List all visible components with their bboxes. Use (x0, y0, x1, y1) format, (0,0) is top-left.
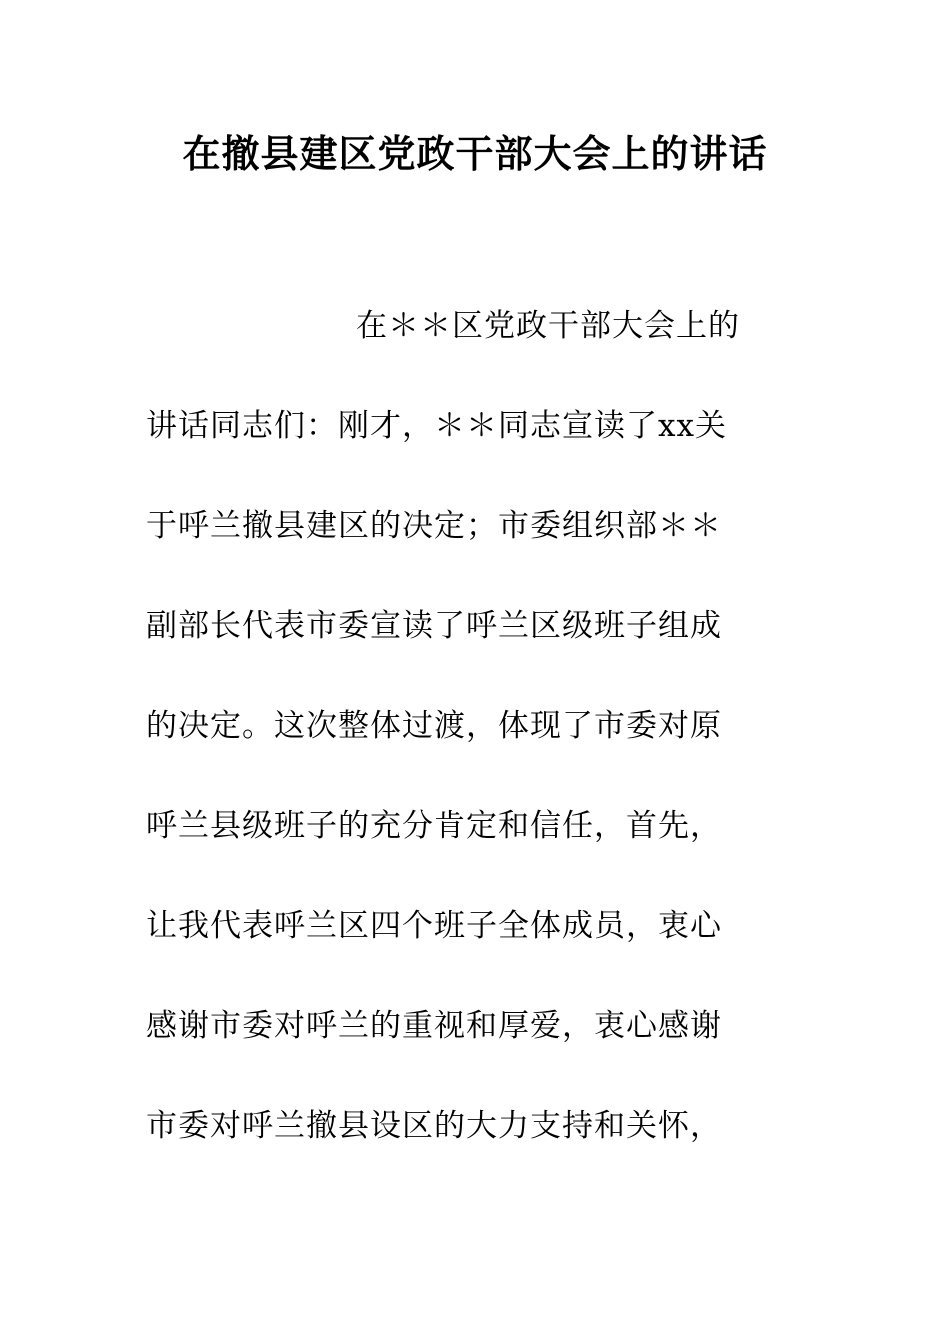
document-body (146, 300, 806, 1200)
body-line: 市委对呼兰撤县设区的大力支持和关怀， (146, 1108, 722, 1144)
body-line: 呼兰县级班子的充分肯定和信任，首先， (146, 808, 722, 844)
body-line: 感谢市委对呼兰的重视和厚爱，衷心感谢 (146, 1008, 722, 1044)
body-line: 讲话同志们：刚才，＊＊同志宣读了xx关 (146, 408, 727, 444)
body-line: 在＊＊区党政干部大会上的 (356, 308, 740, 344)
body-line: 的决定。这次整体过渡，体现了市委对原 (146, 708, 722, 744)
body-line: 让我代表呼兰区四个班子全体成员，衷心 (146, 908, 722, 944)
body-line: 于呼兰撤县建区的决定；市委组织部＊＊ (146, 508, 722, 544)
body-line: 副部长代表市委宣读了呼兰区级班子组成 (146, 608, 722, 644)
document-title: 在撤县建区党政干部大会上的讲话 (182, 131, 768, 176)
